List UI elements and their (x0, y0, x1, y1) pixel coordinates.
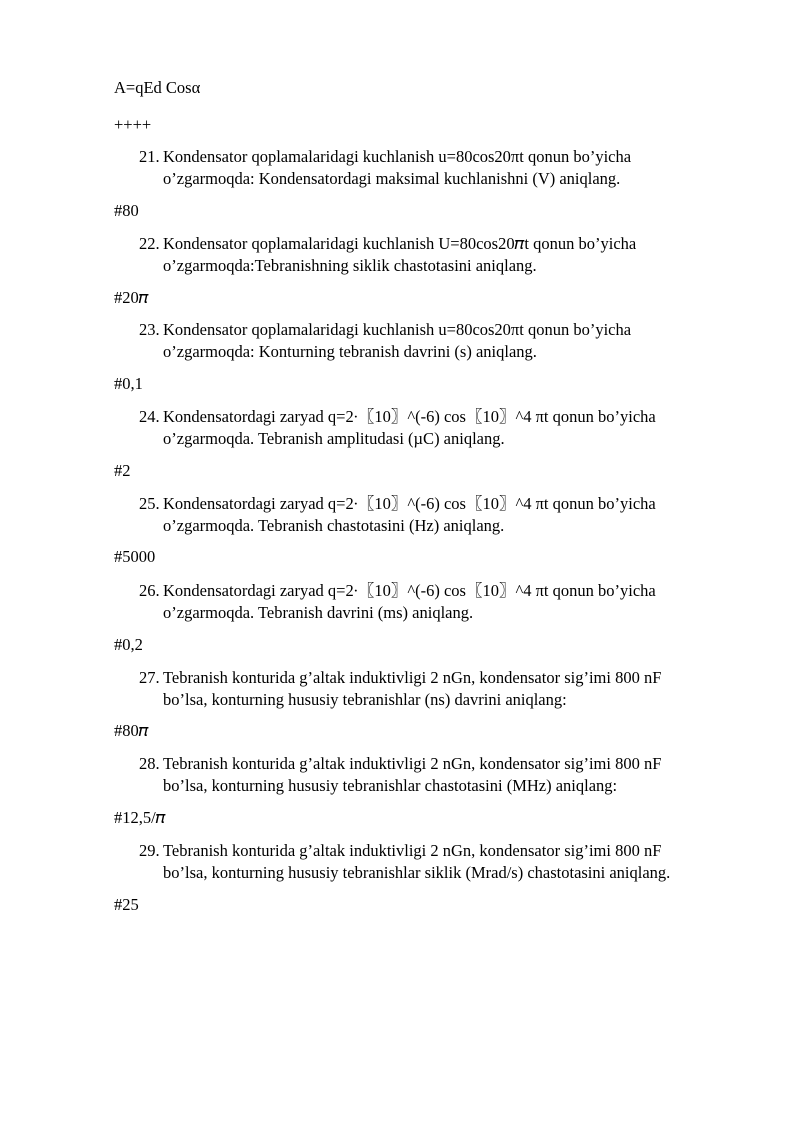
question-line2: o’zgarmoqda. Tebranish amplitudasi (µC) aniqlang. (163, 429, 505, 448)
question-line1 (139, 233, 759, 255)
question-number: 28. (139, 754, 160, 773)
answer-24: #2 (114, 461, 131, 480)
header-marker: ++++ (114, 115, 152, 134)
question-27 (139, 667, 759, 711)
question-text: Kondensator qoplamalaridagi kuchlanish u=80cos20πt qonun bo’yicha (163, 147, 632, 166)
question-line2: bo’lsa, konturning hususiy tebranishlar (ns) davrini aniqlang: (163, 690, 567, 709)
question-text: Kondensatordagi zaryad q=2∙〖10〗^(-6) cos〖10〗^4 πt qonun bo’yicha (163, 494, 656, 513)
question-text: Kondensatordagi zaryad q=2∙〖10〗^(-6) cos〖10〗^4 πt qonun bo’yicha (163, 581, 656, 600)
question-text: Tebranish konturida g’altak induktivligi 2 nGn, kondensator sig’imi 800 nF (163, 668, 662, 687)
question-line2: o’zgarmoqda. Tebranish chastotasini (Hz) aniqlang. (163, 516, 505, 535)
question-line1 (139, 667, 759, 689)
answer-25: #5000 (114, 547, 156, 566)
question-line1 (139, 406, 759, 428)
question-24 (139, 406, 759, 450)
question-22 (139, 233, 759, 277)
question-number: 29. (139, 841, 160, 860)
question-number: 25. (139, 494, 160, 513)
answer-28: #12,5/𝜋 (114, 808, 166, 827)
answer-23: #0,1 (114, 374, 143, 393)
question-line2: o’zgarmoqda:Tebranishning siklik chastotasini aniqlang. (163, 256, 537, 275)
question-line1 (139, 753, 759, 775)
question-line2: o’zgarmoqda: Kondensatordagi maksimal kuchlanishni (V) aniqlang. (163, 169, 621, 188)
question-text: Tebranish konturida g’altak induktivligi 2 nGn, kondensator sig’imi 800 nF (163, 841, 662, 860)
question-text: Kondensator qoplamalaridagi kuchlanish u=80cos20πt qonun bo’yicha (163, 320, 632, 339)
question-number: 27. (139, 668, 160, 687)
question-line2: bo’lsa, konturning hususiy tebranishlar siklik (Mrad/s) chastotasini aniqlang. (163, 863, 671, 882)
question-line2: bo’lsa, konturning hususiy tebranishlar chastotasini (MHz) aniqlang: (163, 776, 618, 795)
question-29 (139, 840, 759, 884)
question-number: 21. (139, 147, 160, 166)
question-text: Kondensator qoplamalaridagi kuchlanish U=80cos20𝜋t qonun bo’yicha (163, 234, 637, 253)
question-line1 (139, 319, 759, 341)
answer-27: #80𝜋 (114, 721, 149, 740)
question-line1 (139, 493, 759, 515)
question-21 (139, 146, 759, 190)
question-line1 (139, 840, 759, 862)
question-26 (139, 580, 759, 624)
answer-29: #25 (114, 895, 139, 914)
answer-21: #80 (114, 201, 139, 220)
question-23 (139, 319, 759, 363)
question-line2: o’zgarmoqda. Tebranish davrini (ms) aniqlang. (163, 603, 474, 622)
question-28 (139, 753, 759, 797)
question-number: 24. (139, 407, 160, 426)
question-line1 (139, 146, 759, 168)
answer-22: #20𝜋 (114, 288, 149, 307)
question-line2: o’zgarmoqda: Konturning tebranish davrini (s) aniqlang. (163, 342, 537, 361)
question-number: 26. (139, 581, 160, 600)
question-number: 22. (139, 234, 160, 253)
question-line1 (139, 580, 759, 602)
question-number: 23. (139, 320, 160, 339)
question-text: Tebranish konturida g’altak induktivligi 2 nGn, kondensator sig’imi 800 nF (163, 754, 662, 773)
header-formula: A=qEd Cosα (114, 78, 201, 97)
answer-26: #0,2 (114, 635, 143, 654)
question-text: Kondensatordagi zaryad q=2∙〖10〗^(-6) cos〖10〗^4 πt qonun bo’yicha (163, 407, 656, 426)
question-25 (139, 493, 759, 537)
